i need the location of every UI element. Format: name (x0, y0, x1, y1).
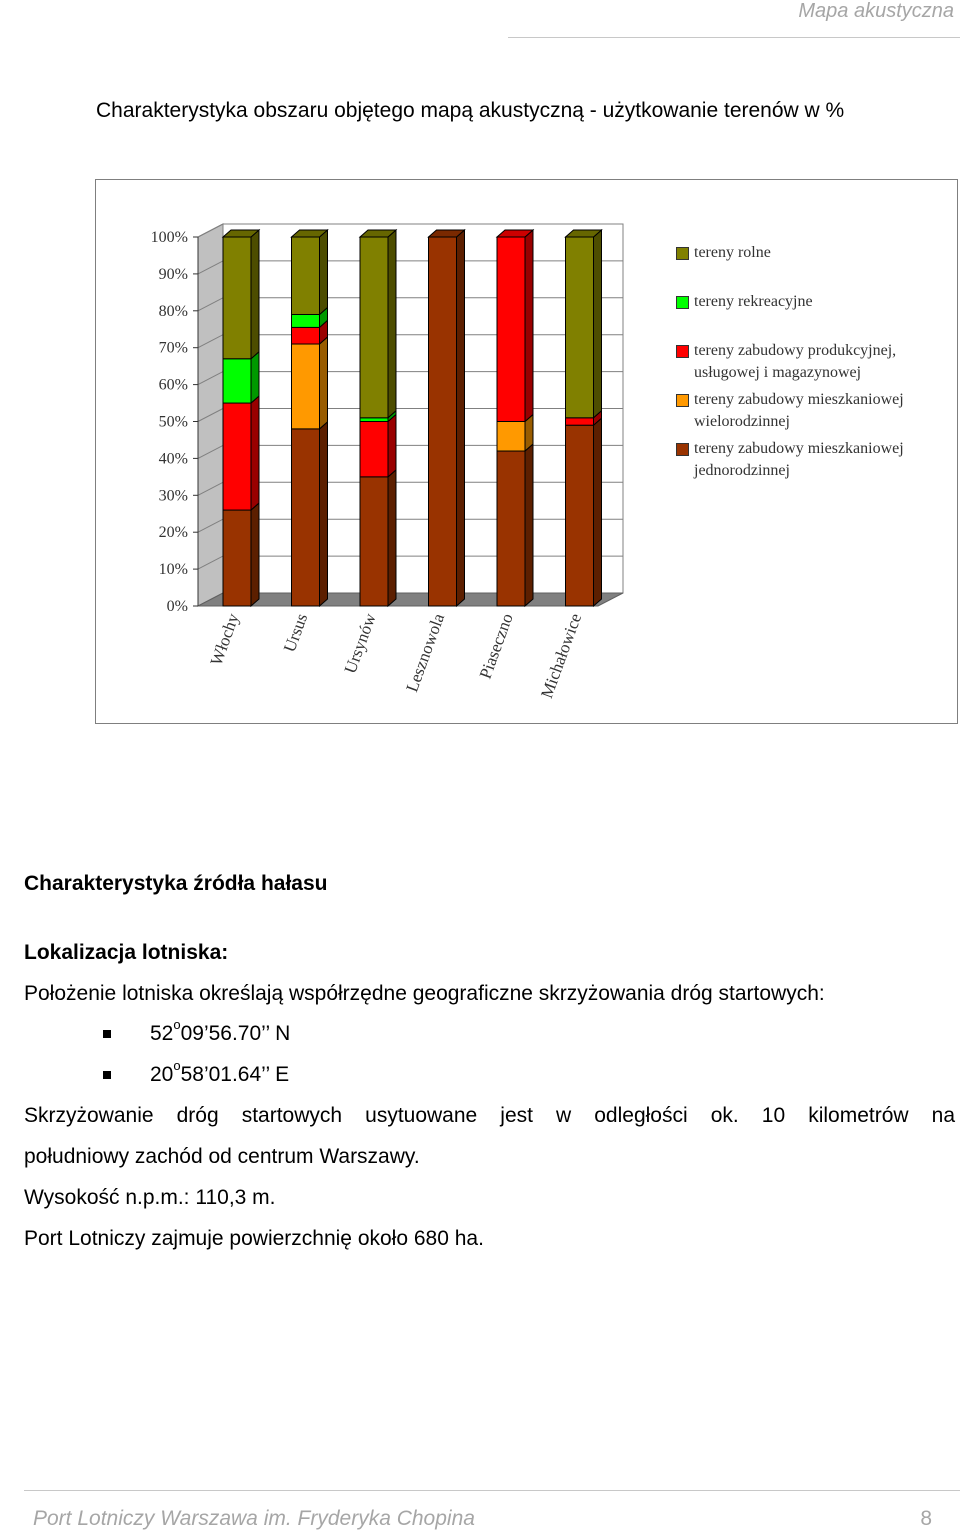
legend-swatch (676, 394, 689, 407)
x-tick-label: Michałowice (537, 610, 586, 701)
legend-item (676, 242, 944, 264)
y-tick-label: 0% (166, 598, 188, 615)
bullet-icon (103, 1071, 111, 1079)
bar-segment-side (388, 415, 396, 477)
bar-segment-side (320, 422, 328, 606)
intro-paragraph: Położenie lotniska określają współrzędne geograficzne skrzyżowania dróg startowych: (24, 982, 825, 1005)
legend-item (676, 340, 944, 384)
coordinate-latitude: 52$^o$09’56.70’’ N (150, 1017, 291, 1045)
legend-item (676, 438, 944, 482)
y-tick-label: 20% (158, 524, 188, 542)
y-tick-label: 10% (158, 561, 188, 579)
bar-segment (292, 314, 320, 327)
area-text: Port Lotniczy zajmuje powierzchnię około 680 ha. (24, 1227, 484, 1250)
coordinate-item (103, 1017, 291, 1046)
bar-segment (497, 451, 525, 606)
bar-segment (360, 418, 388, 422)
bullet-icon (103, 1030, 111, 1038)
bar-segment-side (457, 230, 465, 606)
bar-segment-side (251, 230, 259, 359)
bar-segment (292, 237, 320, 314)
bar-segment-side (388, 470, 396, 606)
legend-label: tereny rekreacyjne (694, 293, 813, 310)
bar-segment (360, 422, 388, 477)
subsection-heading: Lokalizacja lotniska: (24, 941, 229, 964)
elevation-text: Wysokość n.p.m.: 110,3 m. (24, 1186, 276, 1209)
bar-segment (292, 327, 320, 344)
y-tick-label: 100% (150, 229, 188, 246)
section-heading: Charakterystyka źródła hałasu (24, 872, 328, 895)
legend-item (676, 291, 944, 313)
legend-label: tereny zabudowy mieszkaniowej jednorodzinnej (694, 440, 904, 479)
bar-segment-side (251, 503, 259, 606)
y-tick-label: 50% (158, 413, 188, 431)
bar-segment (566, 418, 594, 425)
bar-segment (360, 477, 388, 606)
footer-rule (24, 1490, 960, 1491)
legend-label: tereny zabudowy produkcyjnej, usługowej i magazynowej (694, 342, 897, 381)
y-tick-label: 90% (158, 265, 188, 283)
legend-swatch (676, 296, 689, 309)
bar-segment-side (251, 352, 259, 403)
bar-segment (566, 237, 594, 418)
bar-segment-side (594, 230, 602, 418)
y-tick-label: 80% (158, 302, 188, 320)
location-paragraph-line: południowy zachód od centrum Warszawy. (24, 1145, 420, 1168)
bar-segment-side (251, 396, 259, 510)
running-header: Mapa akustyczna (798, 0, 954, 22)
chart-title: Charakterystyka obszaru objętego mapą akustyczną - użytkowanie terenów w % (96, 99, 845, 122)
bar-segment-side (525, 230, 533, 422)
bar-segment (223, 359, 251, 403)
coordinate-item (103, 1058, 290, 1087)
x-tick-label: Lesznowola (402, 610, 449, 695)
coordinate-longitude: 20$^o$58’01.64’’ E (150, 1058, 290, 1086)
legend-swatch (676, 443, 689, 456)
bar-segment (360, 237, 388, 418)
y-tick-label: 40% (158, 450, 188, 468)
y-tick-label: 70% (158, 339, 188, 357)
bar-segment (429, 237, 457, 606)
y-tick-label: 60% (158, 376, 188, 394)
bar-segment (223, 237, 251, 359)
bar-segment-side (388, 230, 396, 418)
bar-segment (292, 429, 320, 606)
bar-segment-side (525, 444, 533, 606)
chart-frame (95, 179, 958, 724)
legend-label: tereny rolne (694, 244, 771, 261)
bar-segment (566, 425, 594, 606)
page-number: 8 (920, 1507, 932, 1530)
bar-segment-side (320, 337, 328, 429)
legend-swatch (676, 345, 689, 358)
plot-floor (198, 593, 623, 606)
bar-segment (223, 510, 251, 606)
bar-segment-side (594, 418, 602, 606)
legend-item (676, 389, 944, 433)
footer-title: Port Lotniczy Warszawa im. Fryderyka Chopina (33, 1507, 475, 1530)
legend-swatch (676, 247, 689, 260)
header-rule (508, 37, 960, 38)
legend-label: tereny zabudowy mieszkaniowej wielorodzinnej (694, 391, 904, 430)
x-tick-label: Ursynów (340, 610, 380, 676)
bar-segment-side (320, 230, 328, 314)
x-tick-label: Ursus (279, 610, 312, 655)
bar-segment (497, 237, 525, 422)
y-tick-label: 30% (158, 487, 188, 505)
location-paragraph-line: Skrzyżowanie dróg startowych usytuowane jest w odległości ok. 10 kilometrów na (24, 1104, 955, 1127)
x-tick-label: Włochy (206, 610, 243, 668)
bar-segment (223, 403, 251, 510)
x-tick-label: Piaseczno (475, 610, 517, 682)
bar-segment (292, 344, 320, 429)
bar-segment (497, 422, 525, 452)
